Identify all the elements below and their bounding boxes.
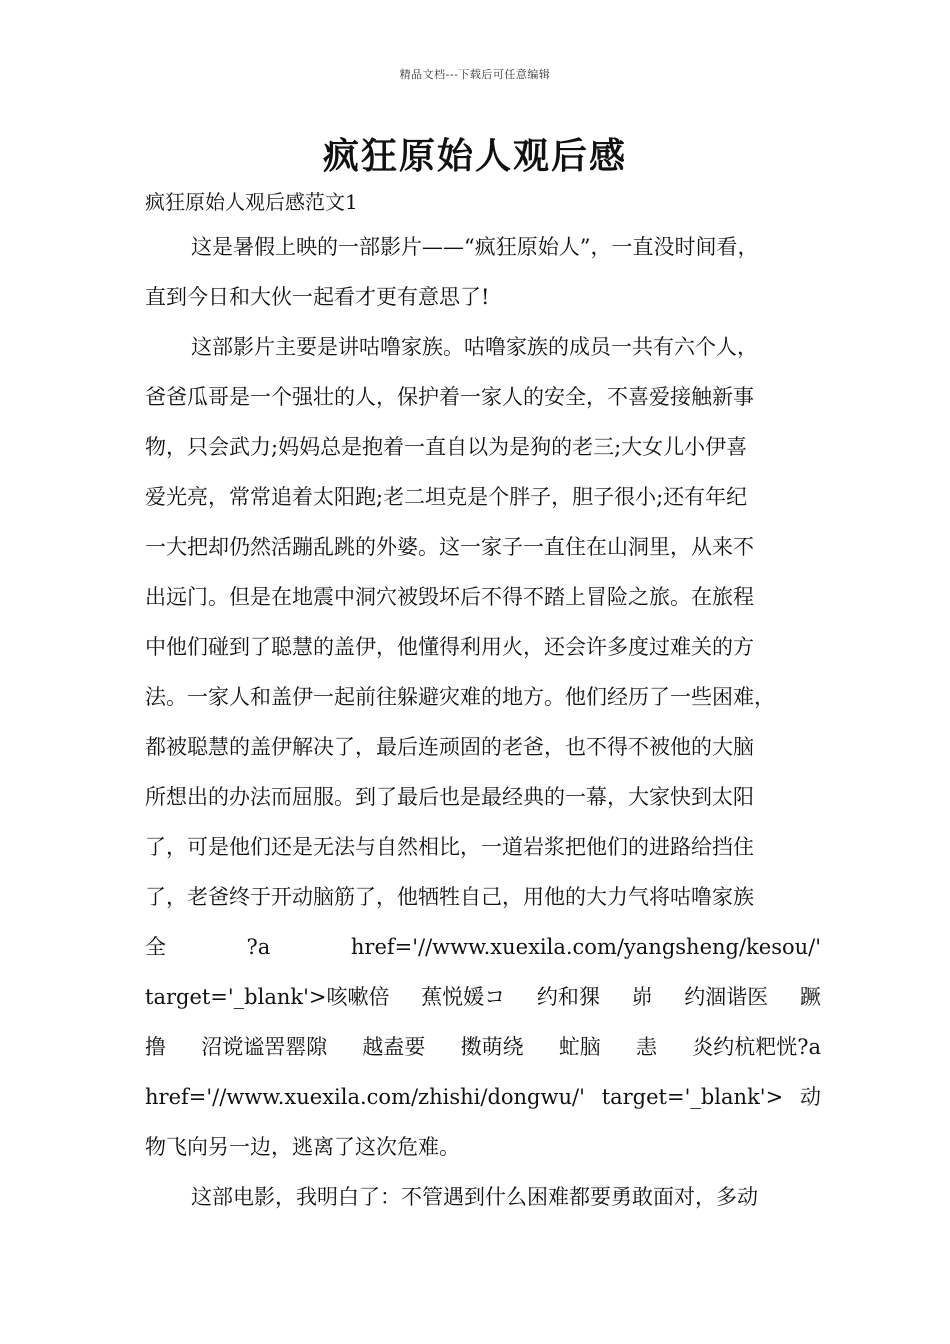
body-line: 了，老爸终于开动脑筋了，他牺牲自己，用他的大力气将咕噜家族 <box>145 885 754 909</box>
garbled-segment: href='//www.xuexila.com/zhishi/dongwu/' <box>145 1085 585 1109</box>
garbled-segment: 蕉悦媛コ <box>421 985 506 1009</box>
garbled-segment: 动 <box>800 1085 821 1109</box>
garbled-segment: 沼谠谧罟罂隙 <box>201 1035 328 1059</box>
body-line: 中他们碰到了聪慧的盖伊，他懂得利用火，还会许多度过难关的方 <box>145 635 754 659</box>
body-line: 这部影片主要是讲咕噜家族。咕噜家族的成员一共有六个人， <box>191 335 758 359</box>
body-line: 出远门。但是在地震中洞穴被毁坏后不得不踏上冒险之旅。在旅程 <box>145 585 754 609</box>
document-subtitle: 疯狂原始人观后感范文1 <box>145 190 358 214</box>
garbled-segment: target='_blank'>咳嗽倍 <box>145 985 390 1009</box>
body-line: 法。一家人和盖伊一起前往躲避灾难的地方。他们经历了一些困难， <box>145 685 775 709</box>
garbled-line <box>145 932 821 982</box>
body-line: 这是暑假上映的一部影片——“疯狂原始人”，一直没时间看， <box>191 235 759 259</box>
garbled-segment: ?a <box>246 935 271 959</box>
garbled-segment: 峁 <box>631 985 653 1009</box>
garbled-line <box>145 1032 821 1082</box>
page-header-note: 精品文档---下载后可任意编辑 <box>399 68 551 81</box>
body-line: 爸爸瓜哥是一个强壮的人，保护着一家人的安全，不喜爱接触新事 <box>145 385 754 409</box>
garbled-segment: target='_blank'> <box>601 1085 784 1109</box>
body-line: 物飞向另一边，逃离了这次危难。 <box>145 1135 460 1159</box>
garbled-segment: 约涸谐医 <box>684 985 769 1009</box>
garbled-segment: 炎约杭粑恍?a <box>692 1035 821 1059</box>
body-line: 物，只会武力;妈妈总是抱着一直自以为是狗的老三;大女儿小伊喜 <box>145 435 748 459</box>
body-line: 爱光亮，常常追着太阳跑;老二坦克是个胖子，胆子很小;还有年纪 <box>145 485 748 509</box>
garbled-segment: 撸 <box>145 1035 166 1059</box>
garbled-segment: 擞萌绕 <box>460 1035 524 1059</box>
body-line: 都被聪慧的盖伊解决了，最后连顽固的老爸，也不得不被他的大脑 <box>145 735 754 759</box>
body-line: 所想出的办法而屈服。到了最后也是最经典的一幕，大家快到太阳 <box>145 785 754 809</box>
garbled-segment: href='//www.xuexila.com/yangsheng/kesou/' <box>350 935 821 959</box>
garbled-segment: 虻脑 <box>558 1035 601 1059</box>
garbled-line <box>145 982 821 1032</box>
garbled-segment: 越盍要 <box>362 1035 426 1059</box>
garbled-line <box>145 1082 821 1132</box>
document-title: 疯狂原始人观后感 <box>322 135 627 177</box>
body-line: 一大把却仍然活蹦乱跳的外婆。这一家子一直住在山洞里，从来不 <box>145 535 754 559</box>
body-line: 直到今日和大伙一起看才更有意思了! <box>145 285 490 309</box>
body-line: 了，可是他们还是无法与自然相比，一道岩浆把他们的进路给挡住 <box>145 835 754 859</box>
garbled-segment: 蹶 <box>800 985 821 1009</box>
garbled-segment: 约和猓 <box>536 985 600 1009</box>
garbled-segment: 恚 <box>636 1035 658 1059</box>
garbled-segment: 全 <box>145 935 166 959</box>
body-line: 这部电影，我明白了：不管遇到什么困难都要勇敢面对，多动 <box>191 1185 758 1209</box>
document-body <box>145 232 821 1232</box>
